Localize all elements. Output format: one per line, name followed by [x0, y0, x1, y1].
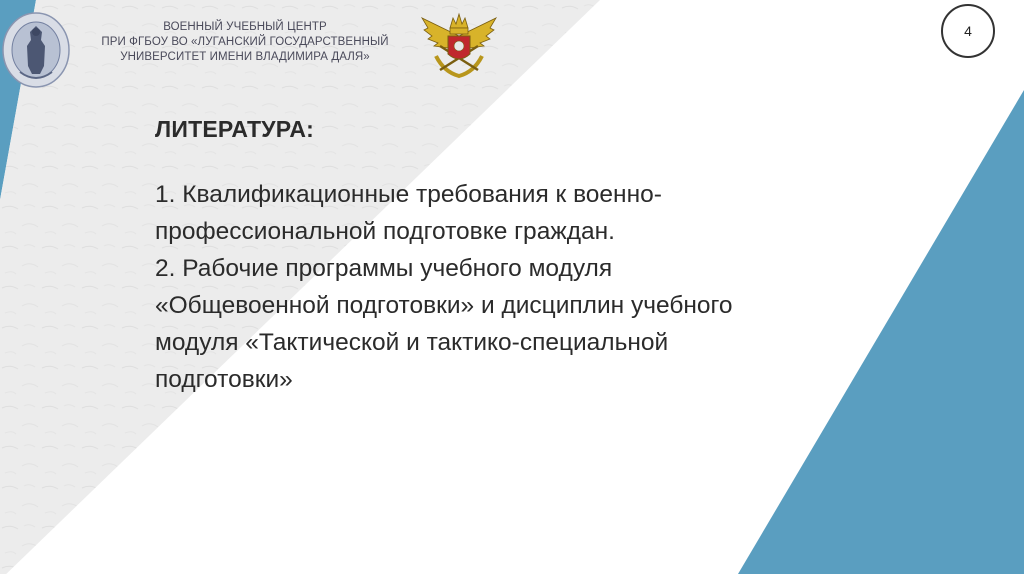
- literature-line: 1. Квалификационные требования к военно-: [155, 181, 662, 208]
- literature-line: 2. Рабочие программы учебного модуля: [155, 255, 613, 282]
- literature-line: профессиональной подготовке граждан.: [155, 218, 615, 245]
- header-line-1: ВОЕННЫЙ УЧЕБНЫЙ ЦЕНТР: [163, 21, 327, 33]
- organization-header: [80, 20, 410, 65]
- literature-line: модуля «Тактической и тактико-специальной: [155, 329, 669, 356]
- literature-line: подготовки»: [155, 366, 293, 393]
- literature-heading: ЛИТЕРАТУРА:: [155, 116, 314, 142]
- literature-list: [155, 176, 855, 398]
- military-emblem: [420, 6, 498, 80]
- page-number-badge: 4: [941, 4, 995, 58]
- header-line-3: УНИВЕРСИТЕТ ИМЕНИ ВЛАДИМИРА ДАЛЯ»: [120, 51, 370, 63]
- university-logo: [0, 10, 72, 90]
- literature-line: «Общевоенной подготовки» и дисциплин учебного: [155, 292, 733, 319]
- header-line-2: ПРИ ФГБОУ ВО «ЛУГАНСКИЙ ГОСУДАРСТВЕННЫЙ: [101, 36, 389, 48]
